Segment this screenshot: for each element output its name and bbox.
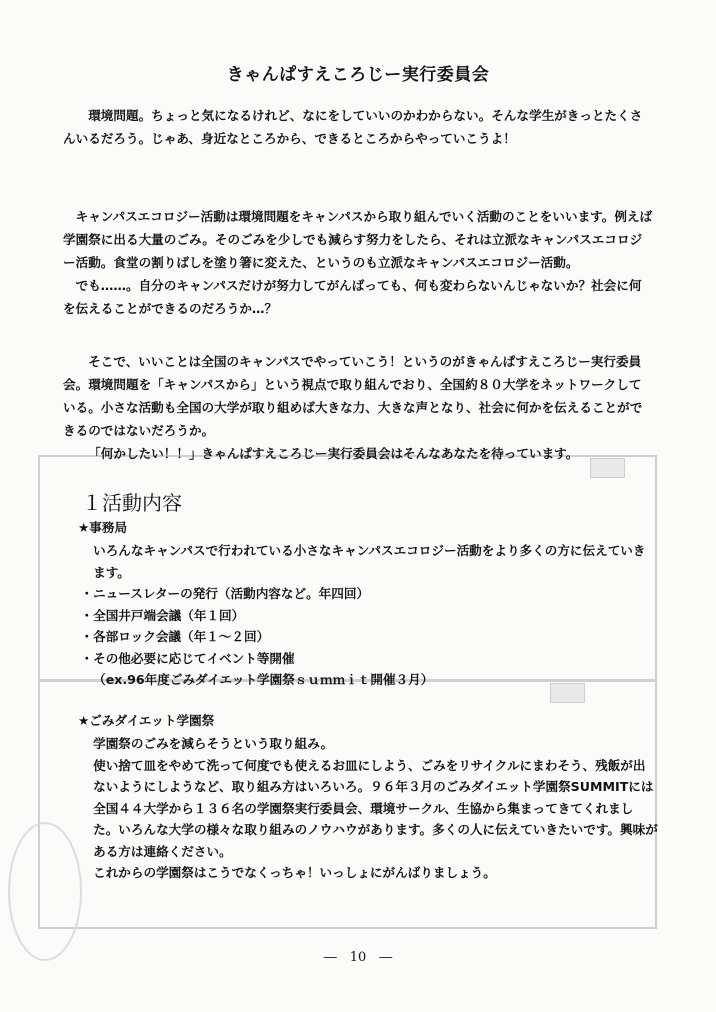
list-item: ・各部ロック会議（年１～２回） <box>80 629 270 644</box>
office-note: （ex.96年度ごみダイエット学園祭ｓｕｍｍｉｔ開催３月） <box>93 672 434 687</box>
page-title: きゃんぱすえころじー実行委員会 <box>226 65 490 85</box>
intro-paragraph <box>63 104 653 150</box>
paragraph-text: そこで、いいことは全国のキャンパスでやっていこう！というのがきゃんぱすえころじー実行委員会。環境問題を「キャンパスから」という視点で取り組んでおり、全国約８０大学をネットワークしている。小さな活動も全国の大学が取り組めば大きな力、大きな声となり、社会に何かを伝えることができるのではないだろうか。 <box>63 354 643 438</box>
intro-text: 環境問題。ちょっと気になるけれど、なにをしていいのかわからない。そんな学生がきっとたくさんいるだろう。じゃあ、身近なところから、できるところからやっていこうよ！ <box>63 108 643 146</box>
paragraph-text: 「何かしたい！！」きゃんぱすえころじー実行委員会はそんなあなたを待っています。 <box>88 446 579 461</box>
festival-line: これからの学園祭はこうでなくっちゃ！いっしょにがんばりましょう。 <box>93 865 496 880</box>
body-paragraph-2 <box>63 350 653 465</box>
office-block <box>78 540 658 691</box>
festival-line: 使い捨て皿をやめて洗って何度でも使えるお皿にしよう、ごみをリサイクルにまわそう、残飯が出ないようにしようなど、取り組み方はいろいろ。９６年３月のごみダイエット学園祭SUMMITには全国４４大学から１３６名の学園祭実行委員会、環境サークル、生協から集まってきてくれました。いろんな大学の様々な取り組みのノウハウがあります。多くの人に伝えていきたいです。興味がある方は連絡ください。 <box>93 757 658 859</box>
list-item: ・ニュースレターの発行（活動内容など。年四回） <box>80 586 370 601</box>
body-paragraph-1 <box>63 205 653 320</box>
paragraph-text: でも……。自分のキャンパスだけが努力してがんばっても、何も変わらないんじゃないか？社会に何を伝えることができるのだろうか…？ <box>63 278 642 316</box>
office-lead: いろんなキャンパスで行われている小さなキャンパスエコロジー活動をより多くの方に伝えていきます。 <box>93 543 646 580</box>
paragraph-text: キャンパスエコロジー活動は環境問題をキャンパスから取り組んでいく活動のことをいいます。例えば学園祭に出る大量のごみ。そのごみを少しでも減らす努力をしたら、それは立派なキャンパスエコロジー活動。食堂の割りばしを塗り箸に変えた、というのも立派なキャンパスエコロジー活動。 <box>63 209 653 270</box>
list-item: ・その他必要に応じてイベント等開催 <box>80 650 295 666</box>
page-number: ― 10 ― <box>323 950 393 965</box>
list-item: ・全国井戸端会議（年１回） <box>80 607 245 623</box>
festival-line: 学園祭のごみを減らそうという取り組み。 <box>93 736 334 751</box>
section-title: １活動内容 <box>82 491 182 515</box>
festival-block <box>78 733 658 884</box>
faded-stamp-icon <box>8 822 82 961</box>
festival-heading: ★ごみダイエット学園祭 <box>78 713 215 728</box>
office-heading: ★事務局 <box>78 520 128 535</box>
